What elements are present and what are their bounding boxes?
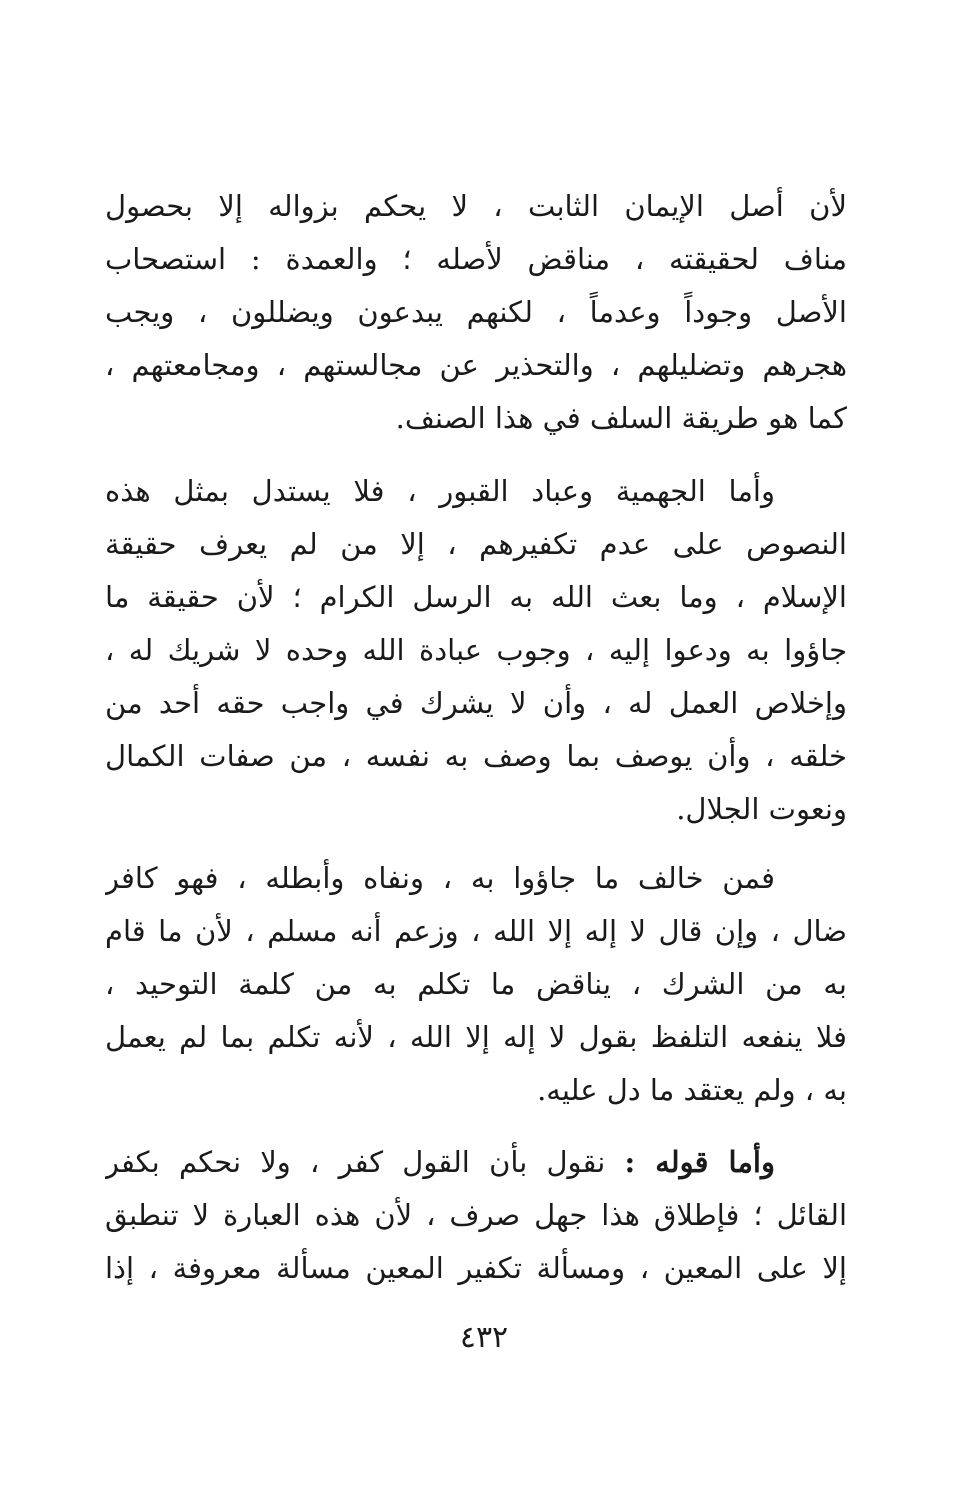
text-line: [105, 1136, 847, 1189]
text-line: إلا على المعين ، ومسألة تكفير المعين مسألة معروفة ، إذا: [105, 1251, 847, 1285]
text-line: وإخلاص العمل له ، وأن لا يشرك في واجب حقه أحد من: [105, 686, 847, 720]
page-number: ٤٣٢: [459, 1320, 509, 1355]
text-line: مناف لحقيقته ، مناقض لأصله ؛ والعمدة : استصحاب: [105, 242, 847, 276]
text-line: به ، ولم يعتقد ما دل عليه.: [537, 1073, 847, 1107]
paragraph-2: [105, 465, 847, 836]
text-line: به من الشرك ، يناقض ما تكلم به من كلمة التوحيد ،: [105, 967, 847, 1001]
text-line: الأصل وجوداً وعدماً ، لكنهم يبدعون ويضللون ، ويجب: [105, 295, 847, 329]
text-line: كما هو طريقة السلف في هذا الصنف.: [395, 401, 847, 435]
text-line: فمن خالف ما جاؤوا به ، ونفاه وأبطله ، فهو كافر: [105, 861, 775, 895]
text-line: وأما الجهمية وعباد القبور ، فلا يستدل بمثل هذه: [105, 474, 775, 508]
text-line: الإسلام ، وما بعث الله به الرسل الكرام ؛ لأن حقيقة ما: [105, 580, 847, 614]
text-line: هجرهم وتضليلهم ، والتحذير عن مجالستهم ، ومجامعتهم ،: [105, 348, 847, 382]
text-line: النصوص على عدم تكفيرهم ، إلا من لم يعرف حقيقة: [105, 527, 847, 561]
bold-lead-phrase: وأما قوله :: [624, 1145, 775, 1179]
paragraph-4: [105, 1136, 847, 1295]
text-line: جاؤوا به ودعوا إليه ، وجوب عبادة الله وحده لا شريك له ،: [105, 633, 847, 667]
text-line: لأن أصل الإيمان الثابت ، لا يحكم بزواله إلا بحصول: [105, 189, 847, 223]
text-line: القائل ؛ فإطلاق هذا جهل صرف ، لأن هذه العبارة لا تنطبق: [105, 1198, 847, 1232]
text-line: ونعوت الجلال.: [676, 792, 847, 826]
paragraph-3: [105, 852, 847, 1117]
text-line: خلقه ، وأن يوصف بما وصف به نفسه ، من صفات الكمال: [105, 739, 847, 773]
paragraph-1: [105, 180, 847, 445]
text-line: فلا ينفعه التلفظ بقول لا إله إلا الله ، لأنه تكلم بما لم يعمل: [105, 1020, 847, 1054]
text-line: ضال ، وإن قال لا إله إلا الله ، وزعم أنه مسلم ، لأن ما قام: [105, 914, 847, 948]
text-line-rest: نقول بأن القول كفر ، ولا نحكم بكفر: [105, 1145, 606, 1179]
